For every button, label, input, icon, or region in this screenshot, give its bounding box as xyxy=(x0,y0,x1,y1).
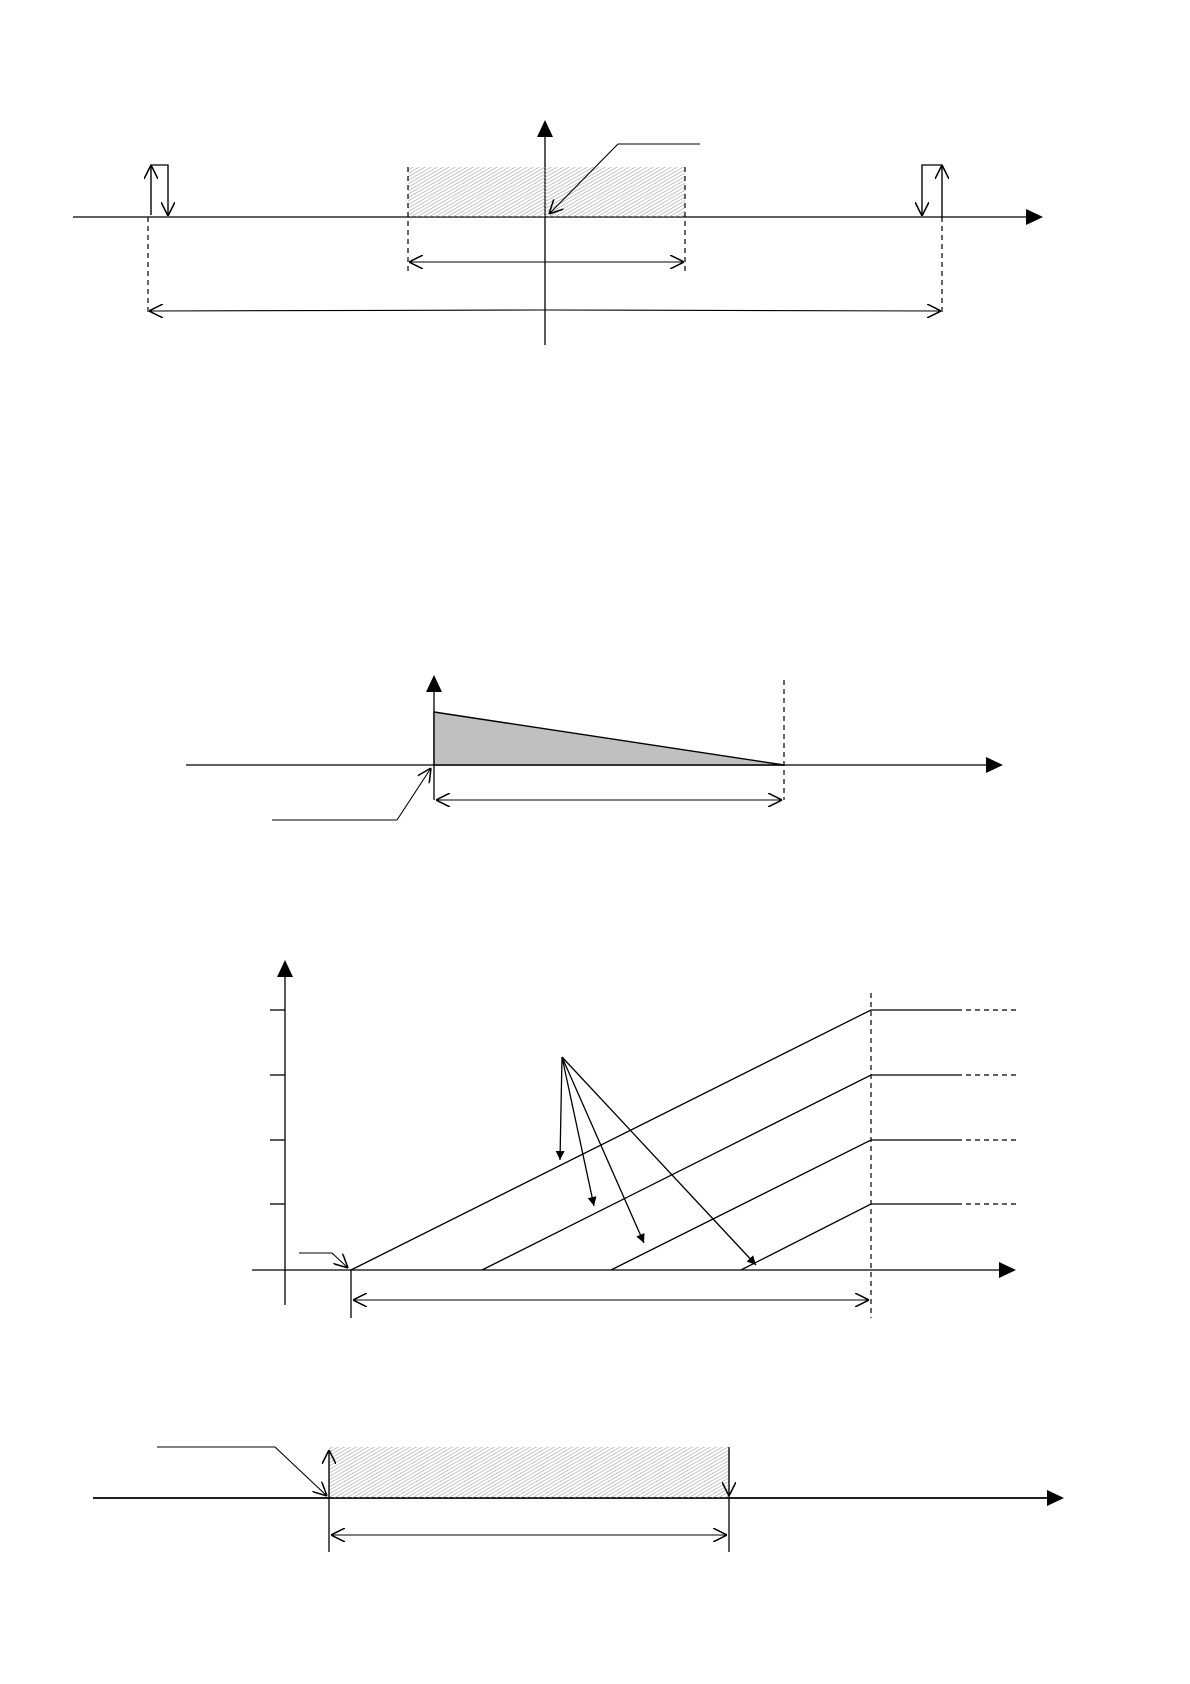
fig1-right-interval-dimension xyxy=(545,310,941,311)
fig3-callout-arrow-2 xyxy=(562,1057,594,1206)
figure-2 xyxy=(186,675,1003,820)
fig3-callout-arrows xyxy=(560,1057,756,1265)
figure-3 xyxy=(252,960,1020,1318)
fig4-hatched-window xyxy=(329,1447,729,1498)
fig3-callout-arrow-4 xyxy=(562,1057,756,1265)
fig2-leader-arrow xyxy=(397,768,431,820)
fig3-ramp-4 xyxy=(741,1204,957,1270)
fig1-left-pulse xyxy=(151,165,168,215)
fig3-callout-arrow-1 xyxy=(560,1057,562,1160)
fig1-vertical-axis-arrowhead xyxy=(537,120,553,137)
fig2-decaying-wedge xyxy=(434,712,784,765)
fig1-time-axis-arrowhead xyxy=(1026,209,1043,225)
fig3-ramp-1 xyxy=(351,1010,957,1270)
fig2-vertical-axis-arrowhead xyxy=(426,675,442,692)
fig3-start-leader-arrow xyxy=(332,1253,348,1268)
fig3-callout-arrow-3 xyxy=(562,1057,644,1243)
fig1-hatched-window xyxy=(408,167,685,217)
figure-1 xyxy=(73,120,1043,345)
fig3-ramp-2 xyxy=(482,1075,957,1270)
figure-4 xyxy=(93,1447,1064,1552)
fig3-ramp-3 xyxy=(611,1140,957,1270)
fig1-left-interval-dimension xyxy=(149,310,545,311)
fig1-right-pulse xyxy=(922,165,942,217)
fig3-vertical-axis-arrowhead xyxy=(277,960,293,977)
fig4-time-axis-arrowhead xyxy=(1047,1490,1064,1506)
fig4-leader-arrow xyxy=(275,1447,327,1496)
fig2-time-axis-arrowhead xyxy=(986,757,1003,773)
fig3-time-axis-arrowhead xyxy=(999,1262,1016,1278)
